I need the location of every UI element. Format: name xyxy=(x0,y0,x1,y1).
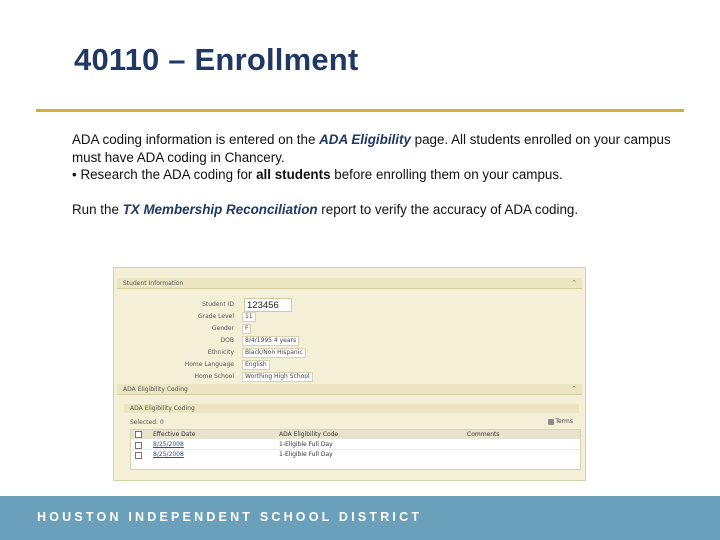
all-students-emphasis: all students xyxy=(256,167,331,182)
bullet-pre: Research the ADA coding for xyxy=(80,167,257,182)
field-label: Student ID xyxy=(202,301,234,308)
body-text xyxy=(72,131,682,218)
terms-button[interactable] xyxy=(548,418,573,425)
field-label: Grade Level xyxy=(197,313,234,320)
report-paragraph xyxy=(72,201,682,219)
field-value: F xyxy=(242,324,251,334)
intro-post: page. All students enrolled on your campus must have ADA coding in Chancery. xyxy=(72,132,671,165)
row-ada-code: 1-Eligible Full Day xyxy=(279,451,333,458)
field-gender xyxy=(114,324,414,334)
field-label: DOB xyxy=(220,337,234,344)
student-info-panel-title: Student Information xyxy=(123,280,184,287)
ada-coding-grid xyxy=(130,429,581,470)
report-pre: Run the xyxy=(72,201,123,217)
field-label: Home Language xyxy=(184,361,234,368)
report-name-emphasis: TX Membership Reconciliation xyxy=(122,201,318,217)
field-value: 8/4/1995 4 years xyxy=(242,336,299,346)
row-checkbox[interactable] xyxy=(135,452,142,459)
ada-panel-title: ADA Eligibility Coding xyxy=(123,386,188,393)
row-date-link[interactable]: 8/25/2008 xyxy=(153,441,184,448)
field-home-language xyxy=(114,360,414,370)
field-value: English xyxy=(242,360,270,370)
terms-button-label: Terms xyxy=(555,418,573,425)
slide-title: 40110 – Enrollment xyxy=(74,42,359,77)
field-dob xyxy=(114,336,414,346)
report-post: report to verify the accuracy of ADA coding. xyxy=(317,201,579,217)
field-value: Worthing High School xyxy=(242,372,313,382)
field-value: 11 xyxy=(242,312,256,322)
bullet-mark: • xyxy=(72,167,77,182)
ada-sub-header: ADA Eligibility Coding xyxy=(124,404,579,413)
intro-paragraph xyxy=(72,131,682,166)
collapse-icon[interactable]: ⌃ xyxy=(571,385,577,393)
field-grade-level xyxy=(114,312,414,322)
district-name: HOUSTON INDEPENDENT SCHOOL DISTRICT xyxy=(37,510,423,524)
paragraph-gap xyxy=(72,184,682,201)
field-label: Home School xyxy=(194,373,234,380)
row-checkbox[interactable] xyxy=(135,442,142,449)
row-ada-code: 1-Eligible Full Day xyxy=(279,441,333,448)
selected-count: Selected: 0 xyxy=(130,419,164,426)
select-all-checkbox[interactable] xyxy=(135,431,142,438)
field-label: Ethnicity xyxy=(207,349,234,356)
grid-header xyxy=(131,430,580,439)
ada-eligibility-emphasis: ADA Eligibility xyxy=(319,132,411,147)
field-value: Black/Non Hispanic xyxy=(242,348,306,358)
title-divider xyxy=(36,109,684,112)
col-effective-date[interactable]: Effective Date xyxy=(153,431,196,438)
intro-pre: ADA coding information is entered on the xyxy=(72,132,320,147)
field-ethnicity xyxy=(114,348,414,358)
collapse-icon[interactable]: ⌃ xyxy=(571,279,577,287)
printer-icon xyxy=(548,419,554,425)
student-id-value: 123456 xyxy=(244,298,292,312)
ada-panel-header[interactable] xyxy=(117,384,582,395)
footer-bar xyxy=(0,496,720,540)
bullet-item xyxy=(72,166,682,184)
field-home-school xyxy=(114,372,414,382)
field-label: Gender xyxy=(211,325,234,332)
row-date-link[interactable]: 8/25/2008 xyxy=(153,451,184,458)
student-info-panel-header[interactable] xyxy=(117,278,582,289)
col-comments[interactable]: Comments xyxy=(467,431,500,438)
chancery-screenshot xyxy=(113,267,586,481)
col-ada-code[interactable]: ADA Eligibility Code xyxy=(279,431,339,438)
bullet-post: before enrolling them on your campus. xyxy=(330,167,563,182)
row-divider xyxy=(131,449,580,450)
